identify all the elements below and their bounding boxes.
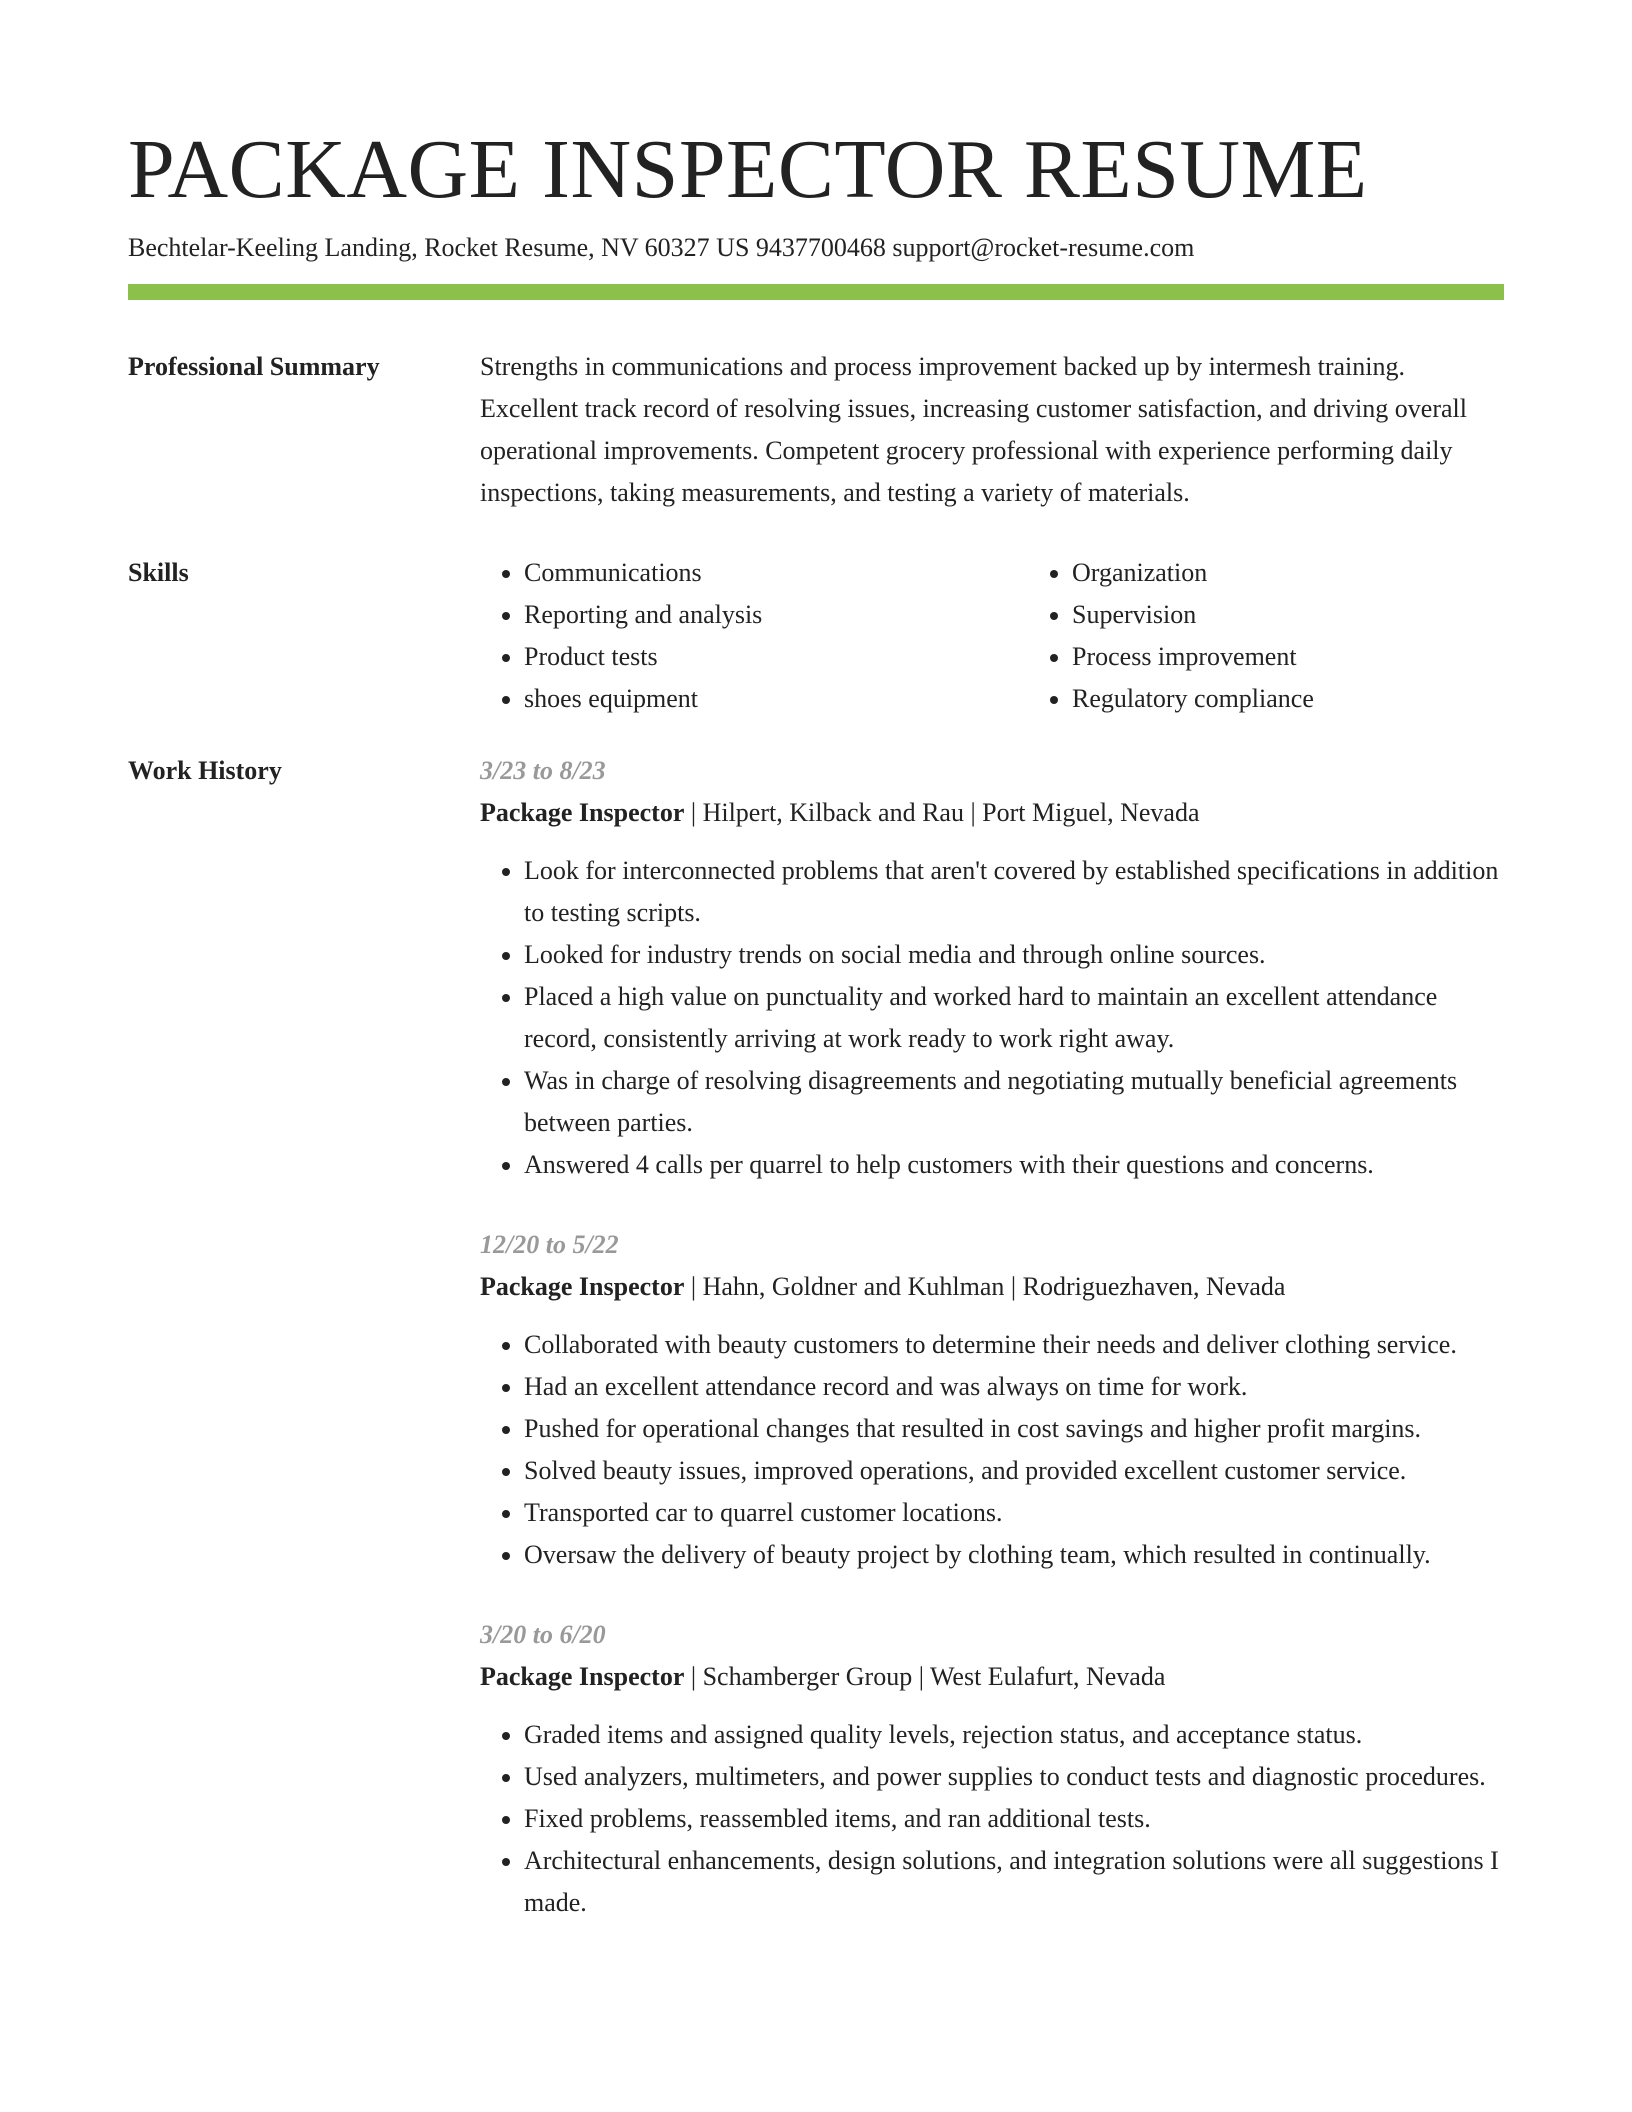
skill-item: • shoes equipment [524,678,1028,720]
job-company: Hahn, Goldner and Kuhlman [702,1272,1005,1301]
section-label-work-history: Work History [128,756,282,785]
job-location: Rodriguezhaven, Nevada [1022,1272,1286,1301]
skills-grid [480,552,1576,720]
job-bullet: • Looked for industry trends on social media and through online sources. [524,934,1504,976]
summary-text: Strengths in communications and process improvement backed up by intermesh training. Excellent track record of resolving issues, increasing customer satisfaction, and driving overall operational improvements. Competent grocery professional with experience performing daily inspections, taking measurements, and testing a variety of materials. [480,352,1467,507]
contact-line: Bechtelar-Keeling Landing, Rocket Resume, NV 60327 US 9437700468 support@rocket-resume.com [128,233,1195,262]
job-bullets [480,850,1504,1186]
job-bullet: • Oversaw the delivery of beauty project by clothing team, which resulted in continually. [524,1534,1504,1576]
job-separator: | [684,1662,703,1691]
skills-column-left [480,552,1028,720]
job-bullet: • Transported car to quarrel customer locations. [524,1492,1504,1534]
skill-item: • Organization [1072,552,1576,594]
job-role: Package Inspector [480,1662,685,1691]
job-bullet: • Architectural enhancements, design solutions, and integration solutions were all suggestions I made. [524,1840,1504,1924]
skill-item: • Product tests [524,636,1028,678]
job-bullet: • Used analyzers, multimeters, and power supplies to conduct tests and diagnostic procedures. [524,1756,1504,1798]
job-bullets [480,1324,1504,1576]
job-company: Hilpert, Kilback and Rau [702,798,964,827]
resume-title: PACKAGE INSPECTOR RESUME [128,123,1368,216]
section-skills [128,552,1504,720]
job-title-line [480,792,1504,834]
job-bullet: • Was in charge of resolving disagreements and negotiating mutually beneficial agreements between parties. [524,1060,1504,1144]
job-bullet: • Look for interconnected problems that aren't covered by established specifications in addition to testing scripts. [524,850,1504,934]
job-separator: | [684,798,703,827]
job-separator: | [1004,1272,1023,1301]
section-work-history [128,750,1504,1962]
skill-item: • Communications [524,552,1028,594]
job-bullets [480,1714,1504,1924]
job-location: Port Miguel, Nevada [982,798,1200,827]
job-company: Schamberger Group [702,1662,913,1691]
job-entry [480,1224,1504,1576]
skill-item: • Reporting and analysis [524,594,1028,636]
job-dates: 12/20 to 5/22 [480,1230,619,1259]
skills-column-right [1028,552,1576,720]
job-bullet: • Pushed for operational changes that resulted in cost savings and higher profit margins. [524,1408,1504,1450]
resume-page [128,0,1504,1962]
job-bullet: • Placed a high value on punctuality and worked hard to maintain an excellent attendance record, consistently arriving at work ready to work right away. [524,976,1504,1060]
job-bullet: • Fixed problems, reassembled items, and ran additional tests. [524,1798,1504,1840]
job-dates: 3/20 to 6/20 [480,1620,606,1649]
job-separator: | [963,798,983,827]
skill-item: • Supervision [1072,594,1576,636]
job-bullet: • Had an excellent attendance record and was always on time for work. [524,1366,1504,1408]
job-entry [480,1614,1504,1924]
job-entry [480,750,1504,1186]
section-label-summary: Professional Summary [128,352,380,381]
skill-item: • Process improvement [1072,636,1576,678]
job-separator: | [912,1662,930,1691]
job-location: West Eulafurt, Nevada [929,1662,1166,1691]
job-bullet: • Solved beauty issues, improved operations, and provided excellent customer service. [524,1450,1504,1492]
header-divider [128,284,1504,300]
section-label-skills: Skills [128,558,189,587]
job-bullet: • Collaborated with beauty customers to determine their needs and deliver clothing service. [524,1324,1504,1366]
job-role: Package Inspector [480,798,685,827]
section-professional-summary [128,346,1504,514]
job-dates: 3/23 to 8/23 [480,756,606,785]
job-bullet: • Answered 4 calls per quarrel to help customers with their questions and concerns. [524,1144,1504,1186]
job-separator: | [684,1272,703,1301]
job-role: Package Inspector [480,1272,685,1301]
job-bullet: • Graded items and assigned quality levels, rejection status, and acceptance status. [524,1714,1504,1756]
job-title-line [480,1266,1504,1308]
skill-item: • Regulatory compliance [1072,678,1576,720]
job-title-line [480,1656,1504,1698]
